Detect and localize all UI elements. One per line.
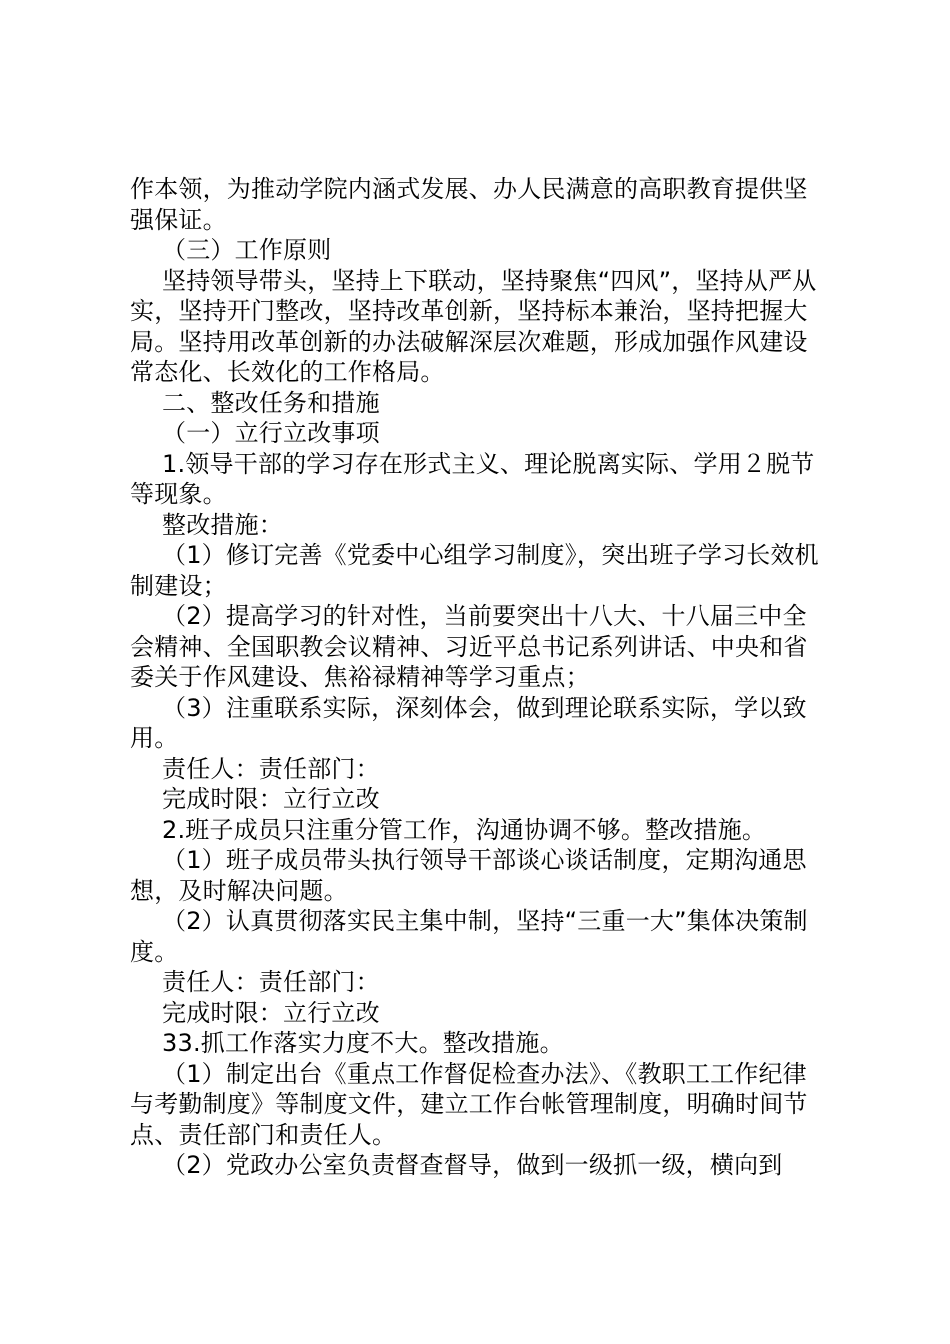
paragraph: （2）提高学习的针对性，当前要突出十八大、十八届三中全会精神、全国职教会议精神、习近平总书记系列讲话、中央和省委关于作风建设、焦裕禄精神等学习重点； [130,602,808,691]
paragraph: （3）注重联系实际，深刻体会，做到理论联系实际，学以致用。 [130,693,807,752]
section-heading: （三）工作原则 [162,236,332,264]
paragraph: 33.抓工作落实力度不大。整改措施。 [162,1029,564,1057]
section-heading: （一）立行立改事项 [162,419,380,447]
paragraph: （2）认真贯彻落实民主集中制，坚持“三重一大”集体决策制度。 [130,907,808,966]
paragraph: 责任人：责任部门： [162,754,380,783]
paragraph: 2.班子成员只注重分管工作，沟通协调不够。整改措施。 [162,815,767,844]
document-body [130,174,830,1181]
paragraph: （2）党政办公室负责督查督导，做到一级抓一级，横向到 [162,1151,783,1179]
section-heading: 二、整改任务和措施 [162,388,380,417]
paragraph: 完成时限：立行立改 [162,998,380,1027]
paragraph: 完成时限：立行立改 [162,785,380,813]
paragraph: （1）制定出台《重点工作督促检查办法》、《教职工工作纪律与考勤制度》等制度文件，建立工作台帐管理制度，明确时间节点、责任部门和责任人。 [130,1059,808,1149]
paragraph: 1.领导干部的学习存在形式主义、理论脱离实际、学用２脱节等现象。 [130,449,815,508]
paragraph: 责任人：责任部门： [162,968,380,996]
paragraph: 坚持领导带头，坚持上下联动，坚持聚焦“四风”，坚持从严从实，坚持开门整改，坚持改革创新，坚持标本兼治，坚持把握大局。坚持用改革创新的办法破解深层次难题，形成加强作风建设常态化、长效化的工作格局。 [130,266,817,386]
paragraph: 整改措施： [162,510,283,539]
paragraph: （1）班子成员带头执行领导干部谈心谈话制度，定期沟通思想，及时解决问题。 [130,846,807,905]
paragraph: （1）修订完善《党委中心组学习制度》，突出班子学习长效机制建设； [130,541,819,600]
paragraph: 作本领，为推动学院内涵式发展、办人民满意的高职教育提供坚强保证。 [130,175,808,234]
